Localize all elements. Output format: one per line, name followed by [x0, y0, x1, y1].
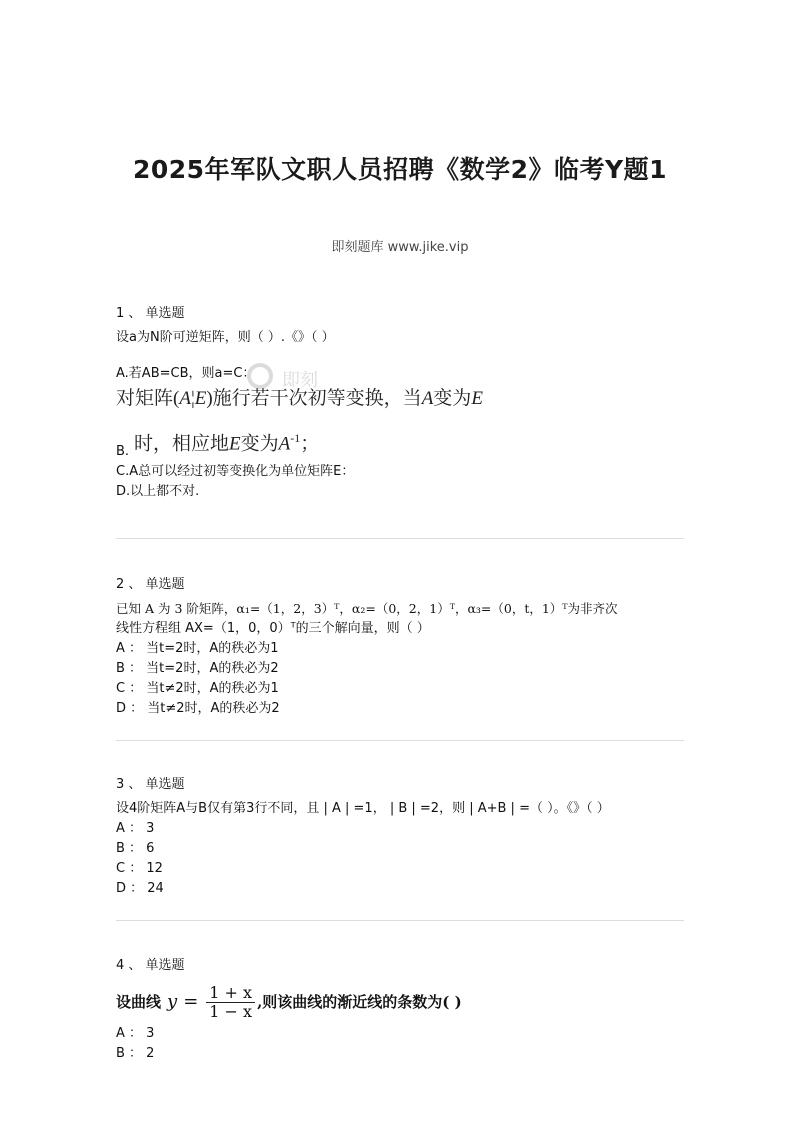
formula-symbol: A — [278, 433, 291, 455]
formula-symbol: y — [167, 991, 178, 1012]
question-4 — [116, 956, 686, 1064]
option-b[interactable]: B ： 6 — [116, 841, 155, 856]
question-header: 4 、 单选题 — [116, 958, 185, 973]
question-1 — [116, 304, 686, 502]
question-2 — [116, 575, 686, 719]
formula-symbol: E — [471, 388, 483, 409]
option-a[interactable]: A ： 3 — [116, 1026, 155, 1041]
formula-symbol: E — [194, 388, 207, 409]
formula-symbol: E — [229, 433, 241, 455]
formula-text: 对矩阵( — [116, 388, 180, 409]
divider — [116, 920, 684, 921]
formula-symbol: = — [183, 991, 199, 1012]
formula-symbol: A — [421, 388, 434, 409]
option-a[interactable]: A ： 当t=2时，A的秩必为1 — [116, 641, 279, 656]
option-c[interactable]: C ： 12 — [116, 861, 163, 876]
formula-symbol: ¦ — [190, 388, 195, 409]
option-d[interactable]: D ： 24 — [116, 881, 164, 896]
question-3 — [116, 775, 686, 899]
option-b-formula-line2 — [134, 428, 319, 454]
formula-text: ； — [300, 433, 320, 455]
fraction-numerator: 1 + x — [206, 984, 255, 1003]
formula-superscript: -1 — [290, 431, 301, 445]
stem-text: 设曲线 — [116, 993, 162, 1011]
option-d[interactable]: D ： 当t≠2时，A的秩必为2 — [116, 701, 280, 716]
option-b[interactable]: B ： 当t=2时，A的秩必为2 — [116, 661, 279, 676]
formula-fraction — [206, 984, 255, 1021]
question-header: 2 、 单选题 — [116, 577, 185, 592]
option-c[interactable]: C ： 当t≠2时，A的秩必为1 — [116, 681, 279, 696]
divider — [116, 538, 684, 539]
stem-text: ,则该曲线的渐近线的条数为( ) — [257, 993, 462, 1011]
formula-text: 时，相应地 — [134, 433, 230, 455]
option-a[interactable]: A ： 3 — [116, 821, 155, 836]
question-header: 1 、 单选题 — [116, 306, 185, 321]
option-a[interactable]: A.若AB=CB，则a=C： — [116, 366, 256, 381]
option-b-formula-line1 — [116, 386, 686, 412]
question-stem: 设4阶矩阵A与B仅有第3行不同，且 | A | =1， | B | =2，则 | A+B | =（ ）。《》（ ） — [116, 801, 610, 816]
option-b[interactable] — [116, 431, 686, 462]
option-c[interactable]: C.A总可以经过初等变换化为单位矩阵E： — [116, 464, 355, 479]
option-b-label: B. — [116, 444, 130, 459]
fraction-denominator: 1 − x — [209, 1001, 253, 1021]
option-d[interactable]: D.以上都不对. — [116, 484, 200, 499]
formula-text: 变为 — [433, 388, 472, 409]
source-subtitle: 即刻题库 www.jike.vip — [331, 240, 469, 255]
question-stem — [116, 980, 686, 1024]
document-title: 2025年军队文职人员招聘《数学2》临考Y题1 — [133, 155, 667, 184]
formula-symbol: A — [179, 388, 191, 409]
question-stem-line2: 线性方程组 AX=（1，0，0）ᵀ的三个解向量，则（ ） — [116, 621, 430, 636]
question-header: 3 、 单选题 — [116, 777, 185, 792]
formula-text: 变为 — [240, 433, 279, 455]
question-stem-line1: 已知 A 为 3 阶矩阵，α₁=（1，2，3）ᵀ，α₂=（0，2，1）ᵀ，α₃=（0，t，1）ᵀ为非齐次 — [116, 601, 618, 616]
question-stem: 设a为N阶可逆矩阵，则（ ）.《》（ ） — [116, 330, 335, 345]
watermark-text: 即刻 — [282, 370, 318, 391]
divider — [116, 740, 684, 741]
formula-text: )施行若干次初等变换，当 — [206, 388, 422, 409]
option-b[interactable]: B ： 2 — [116, 1046, 155, 1061]
